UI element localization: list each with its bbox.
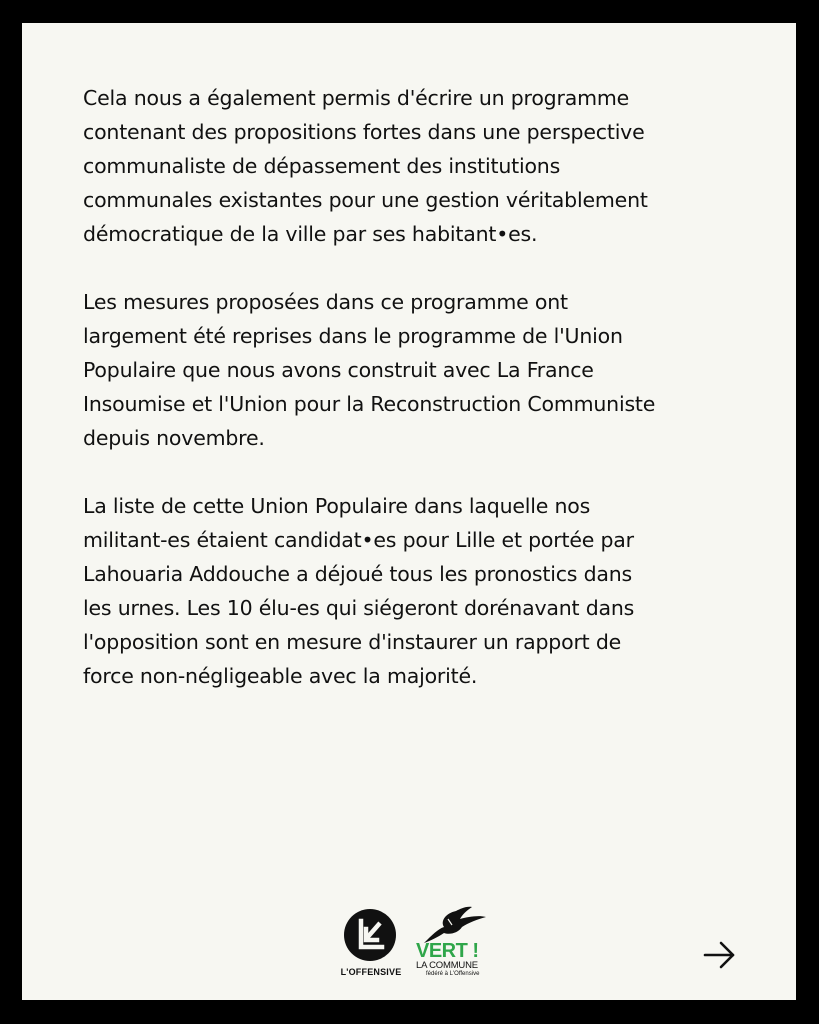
body-text [83, 81, 753, 727]
vert-la-commune-logo [414, 905, 494, 985]
paragraph-2: Les mesures proposées dans ce programme ont largement été reprises dans le programme de l'Union Populaire que nous avons construit avec La France Insoumise et l'Union pour la Reconstruction Communiste depuis novembre. [83, 290, 656, 450]
paragraph-1: Cela nous a également permis d'écrire un programme contenant des propositions fortes dans une perspective communaliste de dépassement des institutions communales existantes pour une gestion véritablement démocratique de la ville par ses habitant•es. [83, 86, 648, 246]
paragraph-3: La liste de cette Union Populaire dans laquelle nos militant-es étaient candidat•es pour Lille et portée par Lahouaria Addouche a déjoué tous les pronostics dans les urnes. Les 10 élu-es qui siégeront dorénavant dans l'opposition sont en mesure d'instaurer un rapport de force non-négligeable avec la majorité. [83, 494, 635, 688]
slide-card [22, 23, 796, 1000]
offensive-logo-icon [344, 909, 396, 961]
arrow-right-icon[interactable] [702, 939, 738, 971]
vert-logo-title: VERT ! [416, 940, 479, 962]
offensive-logo-label: L'OFFENSIVE [340, 967, 402, 977]
vert-logo-tagline: fédéré à L'Offensive [426, 971, 480, 977]
vert-logo-subtitle: LA COMMUNE [416, 960, 478, 971]
swallow-icon [422, 905, 488, 945]
offensive-logo [336, 909, 406, 979]
footer [22, 903, 796, 993]
